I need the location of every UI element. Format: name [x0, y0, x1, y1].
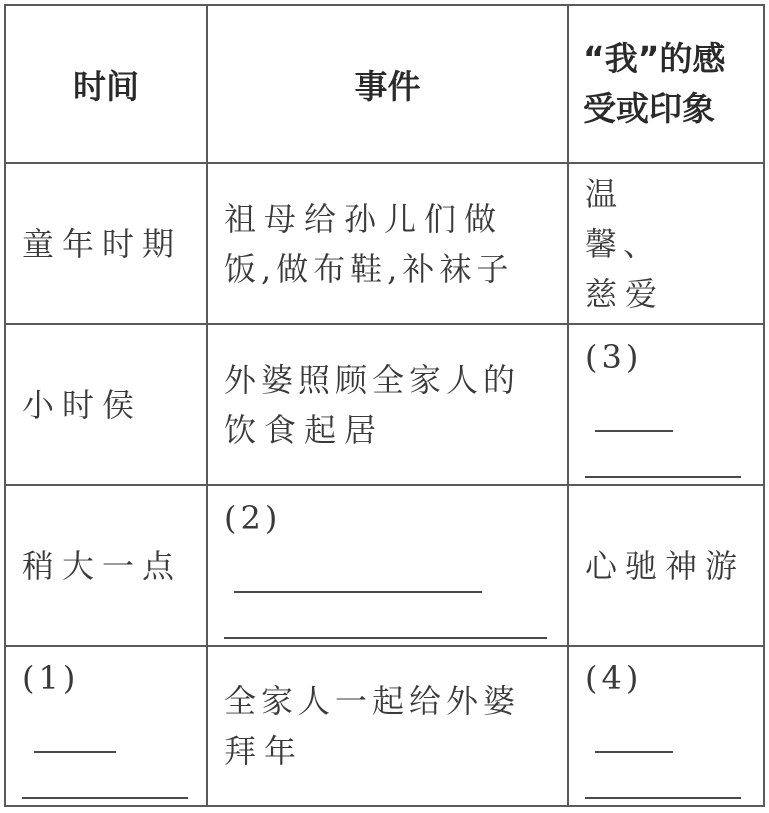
time-text: 稍大一点 — [22, 546, 183, 585]
event-line2: 饭,做布鞋,补袜子 — [224, 249, 514, 288]
blank-label-4: (4) — [585, 659, 643, 697]
header-feeling — [568, 5, 764, 163]
answer-blank-2a[interactable] — [234, 557, 482, 593]
feeling-cell — [568, 646, 764, 806]
answer-blank-4a[interactable] — [595, 717, 673, 753]
table-row — [5, 646, 764, 806]
blank-label-3: (3) — [585, 337, 643, 376]
time-cell — [5, 324, 207, 485]
event-line1: 祖母给孙儿们做 — [224, 199, 505, 238]
time-text: 童年时期 — [22, 224, 183, 263]
table-header-row — [5, 5, 764, 163]
reading-table — [4, 4, 765, 807]
event-cell — [207, 485, 568, 646]
event-line2: 饮食起居 — [224, 410, 385, 449]
answer-blank-1b[interactable] — [22, 761, 188, 799]
answer-blank-2b[interactable] — [224, 601, 547, 639]
answer-blank-3b[interactable] — [585, 440, 741, 478]
header-feeling-line2: 受或印象 — [583, 89, 715, 128]
event-line1: 外婆照顾全家人的 — [224, 360, 521, 399]
feeling-line1: 温 馨、 — [585, 174, 700, 263]
feeling-cell — [568, 163, 764, 324]
time-cell — [5, 163, 207, 324]
header-feeling-line1: “我”的感 — [583, 39, 726, 78]
blank-label-1: (1) — [22, 659, 80, 697]
time-text: 小时侯 — [22, 385, 143, 424]
feeling-cell — [568, 485, 764, 646]
event-line1: 全家人一起给外婆 — [224, 682, 521, 720]
table-row — [5, 324, 764, 485]
table-row — [5, 485, 764, 646]
header-time: 时间 — [5, 5, 207, 163]
feeling-text: 心驰神游 — [585, 546, 746, 585]
feeling-cell — [568, 324, 764, 485]
event-cell — [207, 646, 568, 806]
blank-label-2: (2) — [224, 498, 282, 537]
event-line2: 拜年 — [224, 732, 305, 770]
event-cell — [207, 324, 568, 485]
event-cell — [207, 163, 568, 324]
header-event: 事件 — [207, 5, 568, 163]
time-cell — [5, 485, 207, 646]
answer-blank-1a[interactable] — [34, 717, 116, 753]
feeling-line2: 慈爱 — [585, 274, 666, 313]
time-cell — [5, 646, 207, 806]
answer-blank-4b[interactable] — [585, 761, 741, 799]
answer-blank-3a[interactable] — [595, 396, 673, 432]
table-row — [5, 163, 764, 324]
